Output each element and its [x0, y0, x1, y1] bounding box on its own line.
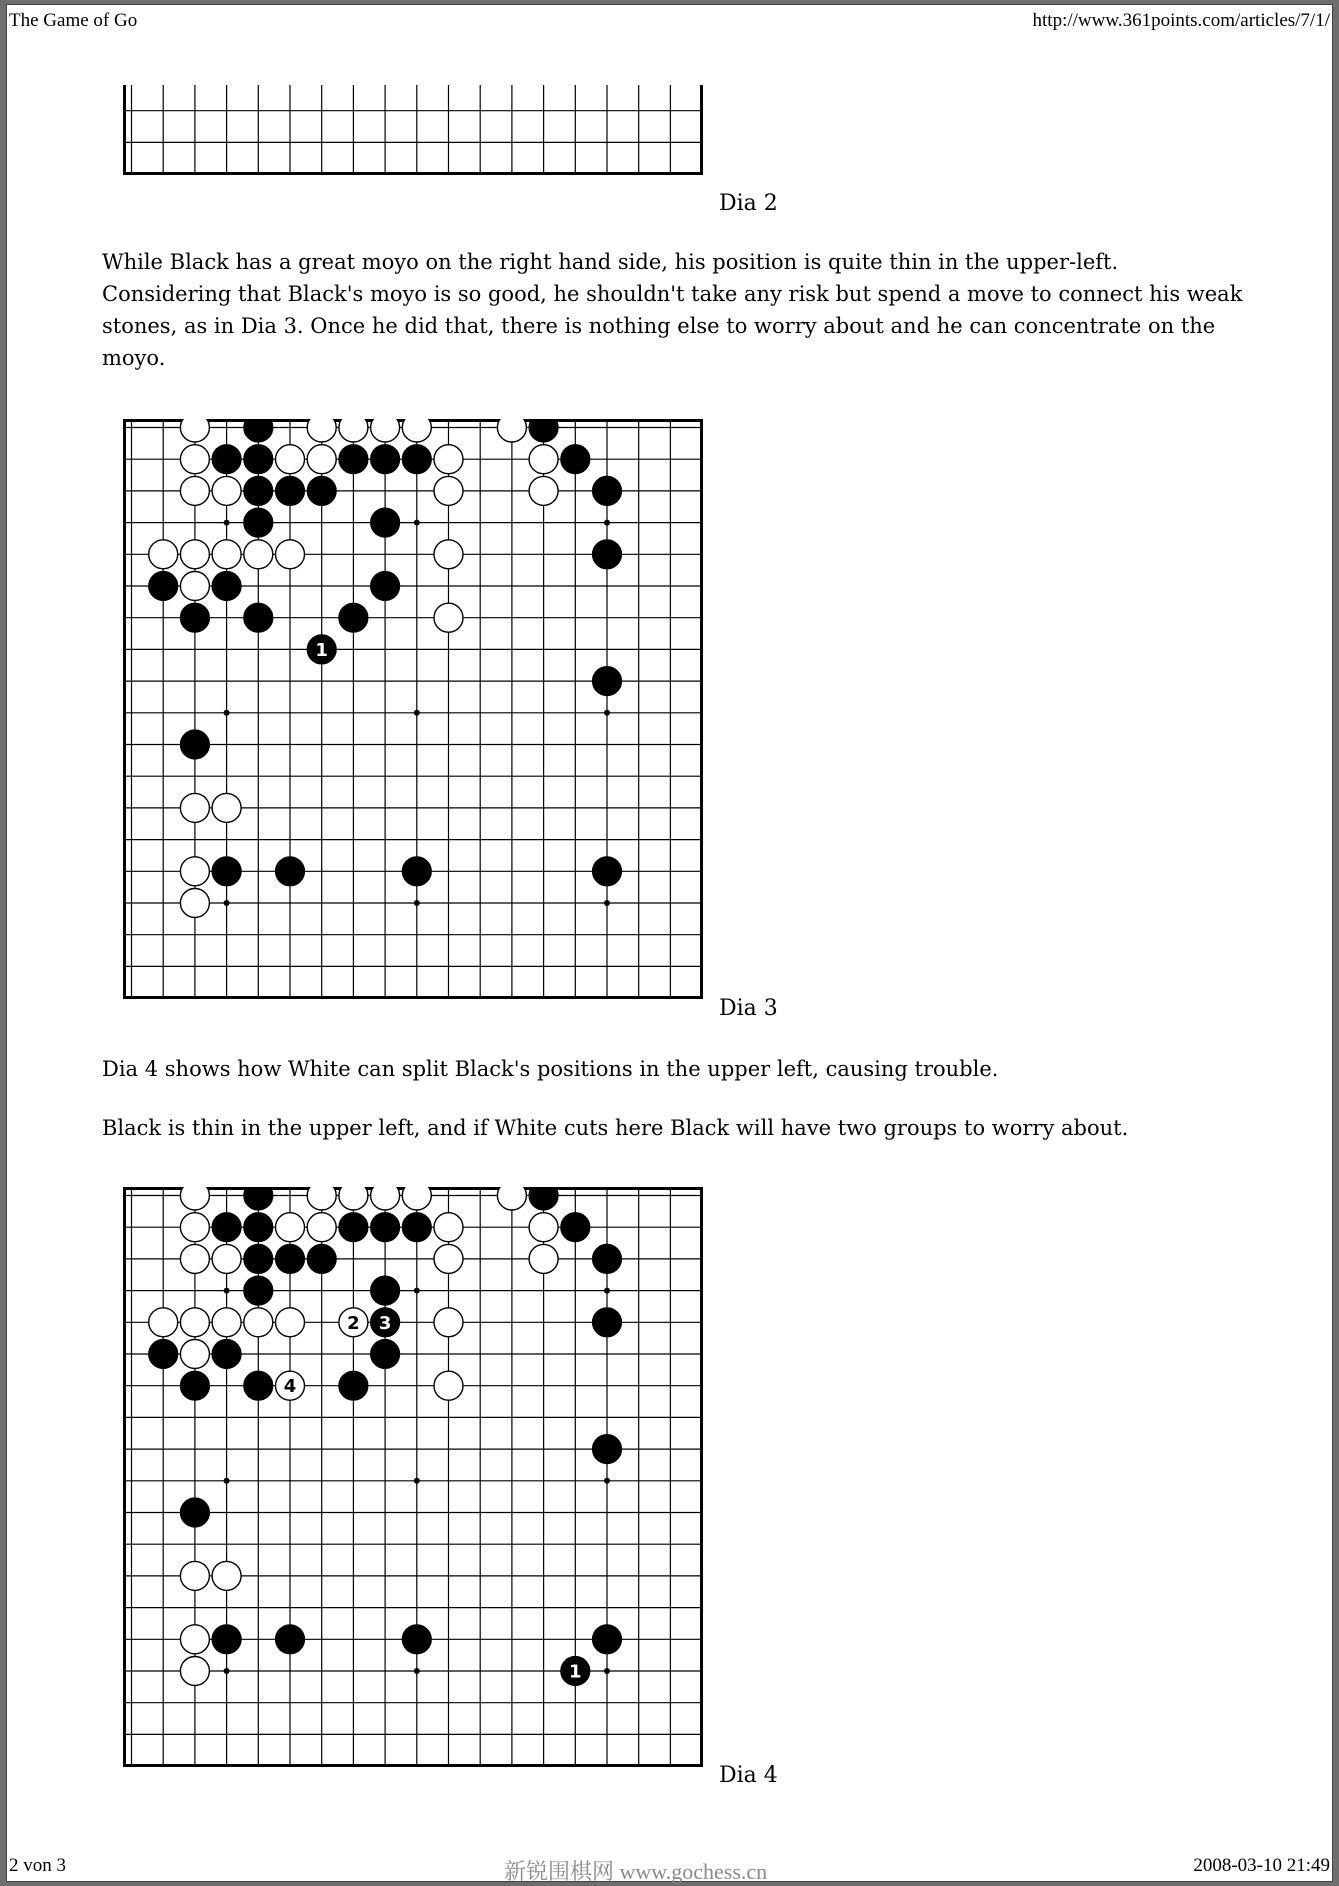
white-stone — [180, 476, 209, 505]
black-stone — [244, 1187, 273, 1210]
white-stone — [434, 445, 463, 474]
move-number-label: 2 — [347, 1312, 360, 1334]
white-stone — [212, 540, 241, 569]
black-stone — [593, 857, 622, 886]
white-stone — [180, 793, 209, 822]
black-stone — [276, 857, 305, 886]
star-point — [224, 1288, 230, 1294]
white-stone — [180, 419, 209, 442]
board-frame — [125, 1189, 702, 1766]
dia-3-caption: Dia 3 — [719, 996, 778, 1021]
star-point — [414, 1668, 420, 1674]
white-stone — [307, 1213, 336, 1242]
white-stone — [180, 1213, 209, 1242]
white-stone — [497, 419, 526, 442]
black-stone — [212, 445, 241, 474]
black-stone — [212, 1340, 241, 1369]
black-stone — [244, 1213, 273, 1242]
white-stone — [529, 1244, 558, 1273]
black-stone — [402, 1625, 431, 1654]
black-stone — [149, 1340, 178, 1369]
white-stone — [434, 603, 463, 632]
dia-4-caption: Dia 4 — [719, 1763, 778, 1788]
black-stone — [244, 603, 273, 632]
black-stone — [371, 1276, 400, 1305]
star-point — [414, 900, 420, 906]
black-stone — [371, 508, 400, 537]
star-point — [224, 900, 230, 906]
white-stone — [180, 1187, 209, 1210]
dia-3-board — [123, 419, 703, 999]
black-stone — [339, 1213, 368, 1242]
white-stone — [212, 476, 241, 505]
white-stone — [339, 1187, 368, 1210]
black-stone — [593, 540, 622, 569]
dia-2-board-crop — [123, 37, 703, 199]
move-number-label: 1 — [569, 1661, 582, 1683]
white-stone — [371, 1187, 400, 1210]
white-stone — [276, 540, 305, 569]
black-stone — [593, 1308, 622, 1337]
black-stone — [276, 476, 305, 505]
black-stone — [529, 419, 558, 442]
star-point — [224, 520, 230, 526]
black-stone — [561, 445, 590, 474]
star-point — [604, 710, 610, 716]
white-stone — [529, 445, 558, 474]
white-stone — [180, 889, 209, 918]
move-number-label: 1 — [315, 639, 328, 661]
print-footer-datetime: 2008-03-10 21:49 — [1193, 1855, 1330, 1876]
black-stone — [276, 1244, 305, 1273]
white-stone — [180, 1308, 209, 1337]
star-point — [604, 1668, 610, 1674]
white-stone — [276, 445, 305, 474]
white-stone — [180, 857, 209, 886]
black-stone — [244, 1371, 273, 1400]
star-point — [604, 1288, 610, 1294]
white-stone — [402, 419, 431, 442]
black-stone — [307, 476, 336, 505]
white-stone — [307, 419, 336, 442]
black-stone — [593, 476, 622, 505]
white-stone — [180, 572, 209, 601]
star-point — [414, 1478, 420, 1484]
paragraph-dia4-intro: Dia 4 shows how White can split Black's positions in the upper left, causing trouble. — [102, 1057, 999, 1081]
white-stone — [180, 1561, 209, 1590]
white-stone — [149, 540, 178, 569]
white-stone — [149, 1308, 178, 1337]
black-stone — [371, 1213, 400, 1242]
white-stone — [434, 1213, 463, 1242]
black-stone — [244, 1244, 273, 1273]
black-stone — [339, 1371, 368, 1400]
black-stone — [212, 1213, 241, 1242]
white-stone — [180, 1625, 209, 1654]
white-stone — [529, 1213, 558, 1242]
black-stone — [149, 572, 178, 601]
print-header-url[interactable]: http://www.361points.com/articles/7/1/ — [1032, 10, 1330, 31]
white-stone — [434, 476, 463, 505]
star-point — [224, 1668, 230, 1674]
white-stone — [180, 1657, 209, 1686]
board-frame — [125, 85, 702, 174]
black-stone — [244, 445, 273, 474]
black-stone — [339, 603, 368, 632]
black-stone — [371, 1340, 400, 1369]
white-stone — [180, 1244, 209, 1273]
white-stone — [434, 1371, 463, 1400]
paragraph-moyo: While Black has a great moyo on the right hand side, his position is quite thin in the upper-left. Considering that Black's moyo is so good, he shouldn't take any risk but spend a move to connect his weak stones, as in Dia 3. Once he did that, there is nothing else to worry about and he can concentrate on the moyo. — [102, 250, 1243, 370]
black-stone — [593, 1435, 622, 1464]
print-footer-page: 2 von 3 — [9, 1855, 66, 1876]
move-number-label: 3 — [378, 1312, 392, 1334]
star-point — [604, 1478, 610, 1484]
black-stone — [371, 445, 400, 474]
black-stone — [212, 1625, 241, 1654]
white-stone — [180, 540, 209, 569]
black-stone — [339, 445, 368, 474]
black-stone — [593, 1625, 622, 1654]
white-stone — [307, 445, 336, 474]
black-stone — [529, 1187, 558, 1210]
black-stone — [180, 1371, 209, 1400]
white-stone — [244, 1308, 273, 1337]
white-stone — [339, 419, 368, 442]
move-number-label: 4 — [283, 1376, 297, 1398]
black-stone — [276, 1625, 305, 1654]
star-point — [414, 520, 420, 526]
star-point — [224, 710, 230, 716]
dia-2-board: 1 — [123, 85, 703, 175]
white-stone — [244, 540, 273, 569]
white-stone — [212, 793, 241, 822]
white-stone — [180, 1340, 209, 1369]
watermark: 新锐围棋网 www.gochess.cn — [504, 1859, 768, 1884]
black-stone — [244, 419, 273, 442]
black-stone — [561, 1213, 590, 1242]
black-stone — [212, 857, 241, 886]
star-point — [414, 710, 420, 716]
black-stone — [244, 1276, 273, 1305]
star-point — [414, 1288, 420, 1294]
white-stone — [529, 476, 558, 505]
white-stone — [434, 540, 463, 569]
dia-3-board-wrap — [123, 419, 703, 999]
black-stone — [180, 603, 209, 632]
white-stone — [371, 419, 400, 442]
dia-4-board — [123, 1187, 703, 1767]
white-stone — [212, 1561, 241, 1590]
pdf-page — [6, 4, 1333, 1882]
black-stone — [180, 1498, 209, 1527]
black-stone — [593, 1244, 622, 1273]
black-stone — [244, 508, 273, 537]
star-point — [604, 520, 610, 526]
star-point — [224, 1478, 230, 1484]
black-stone — [307, 1244, 336, 1273]
white-stone — [212, 1308, 241, 1337]
white-stone — [276, 1213, 305, 1242]
black-stone — [244, 476, 273, 505]
dia-4-board-wrap — [123, 1187, 703, 1767]
white-stone — [434, 1244, 463, 1273]
white-stone — [497, 1187, 526, 1210]
white-stone — [212, 1244, 241, 1273]
white-stone — [276, 1308, 305, 1337]
paragraph-thin-upper-left: Black is thin in the upper left, and if White cuts here Black will have two groups to worry about. — [102, 1116, 1129, 1140]
black-stone — [402, 1213, 431, 1242]
black-stone — [402, 445, 431, 474]
white-stone — [307, 1187, 336, 1210]
dia-2-caption: Dia 2 — [719, 191, 778, 216]
print-header-title: The Game of Go — [9, 10, 138, 31]
white-stone — [434, 1308, 463, 1337]
black-stone — [593, 667, 622, 696]
black-stone — [180, 730, 209, 759]
black-stone — [371, 572, 400, 601]
black-stone — [212, 572, 241, 601]
white-stone — [180, 445, 209, 474]
white-stone — [402, 1187, 431, 1210]
black-stone — [402, 857, 431, 886]
star-point — [604, 900, 610, 906]
board-frame — [125, 421, 702, 998]
